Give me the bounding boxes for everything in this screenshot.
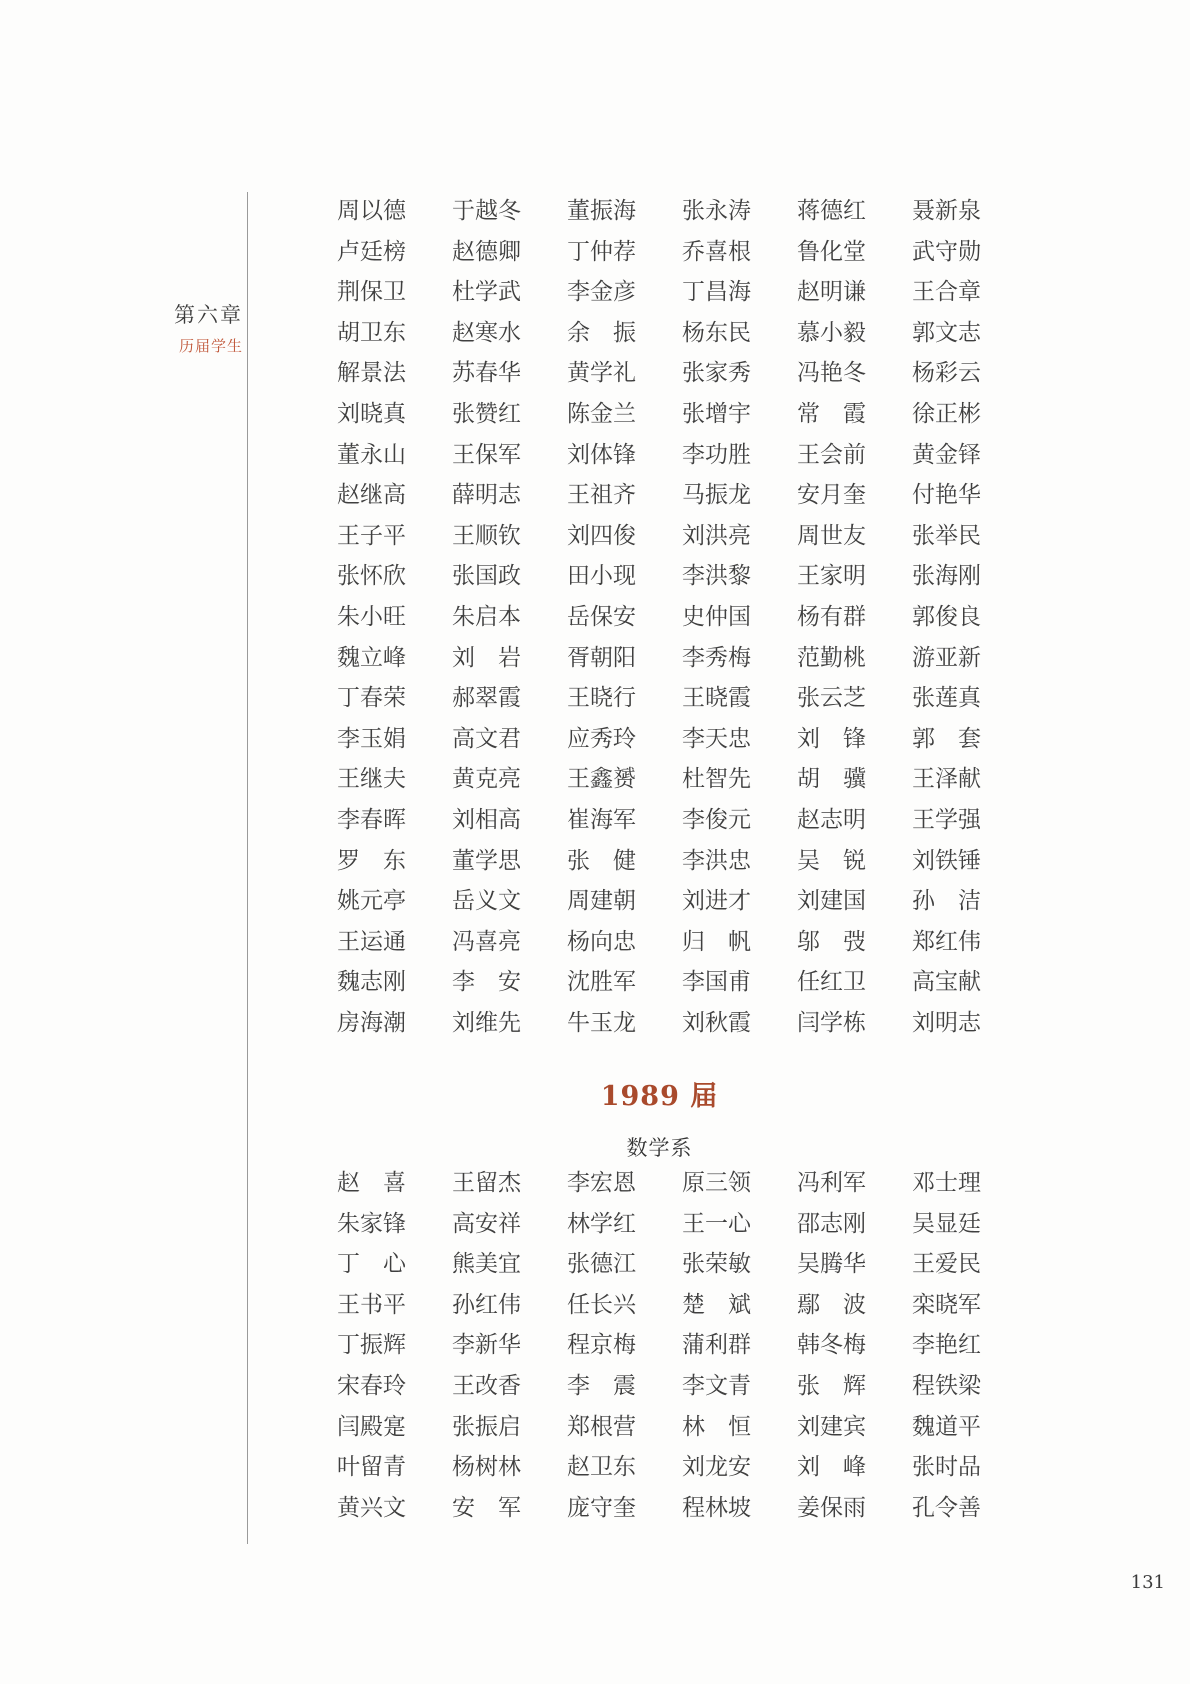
student-name: 赵卫东 — [567, 1454, 636, 1481]
student-name: 刘晓真 — [337, 400, 406, 427]
student-name: 邓士理 — [912, 1170, 981, 1196]
student-name: 李新华 — [452, 1332, 521, 1359]
student-name: 张振启 — [452, 1413, 521, 1440]
student-name: 郭文志 — [912, 319, 981, 346]
student-name: 王泽献 — [912, 766, 981, 793]
student-name: 栾晓军 — [912, 1291, 981, 1318]
student-name: 慕小毅 — [797, 319, 866, 346]
year-1989-heading: 1989 届 — [600, 1081, 719, 1112]
student-name: 孔令善 — [912, 1494, 981, 1521]
student-name: 魏道平 — [912, 1413, 981, 1440]
student-name: 姜保雨 — [797, 1494, 866, 1521]
roster-grid-1989 — [337, 1172, 982, 1520]
student-name: 岳义文 — [452, 888, 521, 915]
student-name: 游亚新 — [912, 644, 981, 671]
student-name: 郭 套 — [912, 725, 981, 752]
student-name: 张德江 — [567, 1251, 636, 1278]
student-name: 朱家锋 — [337, 1210, 406, 1237]
student-name: 王书平 — [337, 1291, 406, 1318]
student-name: 孙红伟 — [452, 1291, 521, 1318]
student-name: 张永涛 — [682, 198, 751, 224]
student-name: 丁仲荐 — [567, 238, 636, 265]
student-name: 王改香 — [452, 1372, 521, 1399]
student-name: 黄学礼 — [567, 360, 636, 387]
student-name: 罗 东 — [337, 847, 406, 874]
student-name: 李功胜 — [682, 441, 751, 468]
student-name: 任红卫 — [797, 969, 866, 996]
student-name: 安 军 — [452, 1494, 521, 1521]
student-name: 程铁梁 — [912, 1372, 981, 1399]
student-name: 邵志刚 — [797, 1210, 866, 1237]
student-name: 张国政 — [452, 563, 521, 590]
student-name: 高安祥 — [452, 1210, 521, 1237]
student-name: 张怀欣 — [337, 563, 406, 590]
student-name: 李秀梅 — [682, 644, 751, 671]
student-name: 程京梅 — [567, 1332, 636, 1359]
student-name: 张 辉 — [797, 1372, 866, 1399]
student-name: 胡卫东 — [337, 319, 406, 346]
student-name: 刘秋霞 — [682, 1009, 751, 1036]
student-name: 王子平 — [337, 522, 406, 549]
student-name: 杨树林 — [452, 1454, 521, 1481]
student-name: 刘洪亮 — [682, 522, 751, 549]
chapter-section-label: 历届学生 — [178, 337, 243, 356]
student-name: 岳保安 — [567, 603, 636, 630]
student-name: 郭俊良 — [912, 603, 981, 630]
student-name: 沈胜军 — [567, 969, 636, 996]
student-name: 马振龙 — [682, 482, 751, 509]
student-name: 赵德卿 — [452, 238, 521, 265]
student-name: 刘进才 — [682, 888, 751, 915]
student-name: 张云芝 — [797, 685, 866, 712]
student-name: 朱启本 — [452, 603, 521, 630]
student-name: 董学思 — [452, 847, 521, 874]
student-name: 张荣敏 — [682, 1251, 751, 1278]
student-name: 杜智先 — [682, 766, 751, 793]
student-name: 周以德 — [337, 198, 406, 224]
student-name: 孙 洁 — [912, 888, 981, 915]
student-name: 王祖齐 — [567, 482, 636, 509]
department-heading: 数学系 — [626, 1136, 693, 1160]
student-name: 王晓行 — [567, 685, 636, 712]
student-name: 刘 峰 — [797, 1454, 866, 1481]
student-name: 王爱民 — [912, 1251, 981, 1278]
student-name: 刘明志 — [912, 1009, 981, 1036]
student-name: 杨向忠 — [567, 928, 636, 955]
student-name: 杨彩云 — [912, 360, 981, 387]
student-name: 周建朝 — [567, 888, 636, 915]
student-name: 胡 骥 — [797, 766, 866, 793]
student-name: 赵 喜 — [337, 1170, 406, 1196]
student-name: 张赞红 — [452, 400, 521, 427]
student-name: 张 健 — [567, 847, 636, 874]
student-name: 刘体锋 — [567, 441, 636, 468]
student-name: 崔海军 — [567, 806, 636, 833]
student-name: 冯艳冬 — [797, 360, 866, 387]
student-name: 高文君 — [452, 725, 521, 752]
student-name: 王留杰 — [452, 1170, 521, 1196]
student-name: 张莲真 — [912, 685, 981, 712]
student-name: 李金彦 — [567, 279, 636, 306]
student-name: 武守勋 — [912, 238, 981, 265]
student-name: 吴 锐 — [797, 847, 866, 874]
student-name: 鄢 波 — [797, 1291, 866, 1318]
student-name: 王运通 — [337, 928, 406, 955]
student-name: 任长兴 — [567, 1291, 636, 1318]
student-name: 李艳红 — [912, 1332, 981, 1359]
student-name: 李洪黎 — [682, 563, 751, 590]
student-name: 刘维先 — [452, 1009, 521, 1036]
student-name: 叶留青 — [337, 1454, 406, 1481]
student-name: 牛玉龙 — [567, 1009, 636, 1036]
student-name: 郝翠霞 — [452, 685, 521, 712]
student-name: 余 振 — [567, 319, 636, 346]
student-name: 李洪忠 — [682, 847, 751, 874]
student-name: 吴腾华 — [797, 1251, 866, 1278]
student-name: 刘龙安 — [682, 1454, 751, 1481]
student-name: 范勤桃 — [797, 644, 866, 671]
student-name: 赵寒水 — [452, 319, 521, 346]
student-name: 熊美宜 — [452, 1251, 521, 1278]
student-name: 楚 斌 — [682, 1291, 751, 1318]
student-name: 李 安 — [452, 969, 521, 996]
student-name: 王顺钦 — [452, 522, 521, 549]
student-name: 杜学武 — [452, 279, 521, 306]
student-name: 李文青 — [682, 1372, 751, 1399]
student-name: 房海潮 — [337, 1009, 406, 1036]
margin-rule — [247, 192, 248, 1544]
student-name: 徐正彬 — [912, 400, 981, 427]
student-name: 王会前 — [797, 441, 866, 468]
student-name: 张增宇 — [682, 400, 751, 427]
student-name: 张海刚 — [912, 563, 981, 590]
student-name: 王合章 — [912, 279, 981, 306]
student-name: 刘相高 — [452, 806, 521, 833]
student-name: 李国甫 — [682, 969, 751, 996]
student-name: 李玉娟 — [337, 725, 406, 752]
student-name: 王鑫赟 — [567, 766, 636, 793]
student-name: 郑红伟 — [912, 928, 981, 955]
student-name: 原三领 — [682, 1170, 751, 1196]
student-name: 刘四俊 — [567, 522, 636, 549]
student-name: 王一心 — [682, 1210, 751, 1237]
student-name: 陈金兰 — [567, 400, 636, 427]
student-name: 苏春华 — [452, 360, 521, 387]
student-name: 董永山 — [337, 441, 406, 468]
student-name: 邬 弢 — [797, 928, 866, 955]
student-name: 宋春玲 — [337, 1372, 406, 1399]
student-name: 刘 岩 — [452, 644, 521, 671]
student-name: 薛明志 — [452, 482, 521, 509]
student-name: 应秀玲 — [567, 725, 636, 752]
student-name: 刘建宾 — [797, 1413, 866, 1440]
student-name: 胥朝阳 — [567, 644, 636, 671]
student-name: 李春晖 — [337, 806, 406, 833]
student-name: 朱小旺 — [337, 603, 406, 630]
student-name: 赵志明 — [797, 806, 866, 833]
student-name: 王晓霞 — [682, 685, 751, 712]
student-name: 王保军 — [452, 441, 521, 468]
chapter-sidebar — [100, 303, 243, 355]
student-name: 丁振辉 — [337, 1332, 406, 1359]
student-name: 赵明谦 — [797, 279, 866, 306]
student-name: 黄克亮 — [452, 766, 521, 793]
student-name: 周世友 — [797, 522, 866, 549]
student-name: 吴显廷 — [912, 1210, 981, 1237]
student-name: 鲁化堂 — [797, 238, 866, 265]
student-name: 郑根营 — [567, 1413, 636, 1440]
student-name: 归 帆 — [682, 928, 751, 955]
student-name: 聂新泉 — [912, 198, 981, 224]
student-name: 庞守奎 — [567, 1494, 636, 1521]
student-name: 黄金铎 — [912, 441, 981, 468]
student-name: 丁 心 — [337, 1251, 406, 1278]
student-name: 安月奎 — [797, 482, 866, 509]
student-name: 冯喜亮 — [452, 928, 521, 955]
student-name: 闫殿寔 — [337, 1413, 406, 1440]
student-name: 林 恒 — [682, 1413, 751, 1440]
student-name: 杨有群 — [797, 603, 866, 630]
student-name: 闫学栋 — [797, 1009, 866, 1036]
student-name: 史仲国 — [682, 603, 751, 630]
student-name: 荆保卫 — [337, 279, 406, 306]
student-name: 赵继高 — [337, 482, 406, 509]
chapter-title: 第六章 — [174, 303, 243, 327]
student-name: 卢廷榜 — [337, 238, 406, 265]
student-name: 魏志刚 — [337, 969, 406, 996]
student-name: 杨东民 — [682, 319, 751, 346]
student-name: 王继夫 — [337, 766, 406, 793]
student-name: 解景法 — [337, 360, 406, 387]
student-name: 蒲利群 — [682, 1332, 751, 1359]
student-name: 蒋德红 — [797, 198, 866, 224]
student-name: 王家明 — [797, 563, 866, 590]
student-name: 程林坡 — [682, 1494, 751, 1521]
student-name: 付艳华 — [912, 482, 981, 509]
student-name: 高宝献 — [912, 969, 981, 996]
student-name: 魏立峰 — [337, 644, 406, 671]
roster-grid-top — [337, 200, 982, 1035]
student-name: 刘 锋 — [797, 725, 866, 752]
student-name: 丁昌海 — [682, 279, 751, 306]
student-name: 李天忠 — [682, 725, 751, 752]
student-name: 丁春荣 — [337, 685, 406, 712]
student-name: 李宏恩 — [567, 1170, 636, 1196]
student-name: 于越冬 — [452, 198, 521, 224]
student-name: 田小现 — [567, 563, 636, 590]
student-name: 常 霞 — [797, 400, 866, 427]
student-name: 刘建国 — [797, 888, 866, 915]
student-name: 张家秀 — [682, 360, 751, 387]
student-name: 李 震 — [567, 1372, 636, 1399]
student-name: 韩冬梅 — [797, 1332, 866, 1359]
student-name: 张时品 — [912, 1454, 981, 1481]
student-name: 刘铁锤 — [912, 847, 981, 874]
student-name: 冯利军 — [797, 1170, 866, 1196]
student-name: 张举民 — [912, 522, 981, 549]
student-name: 董振海 — [567, 198, 636, 224]
student-name: 黄兴文 — [337, 1494, 406, 1521]
student-name: 王学强 — [912, 806, 981, 833]
student-name: 林学红 — [567, 1210, 636, 1237]
page-number: 131 — [1130, 1572, 1165, 1593]
student-name: 姚元亭 — [337, 888, 406, 915]
student-name: 李俊元 — [682, 806, 751, 833]
student-name: 乔喜根 — [682, 238, 751, 265]
